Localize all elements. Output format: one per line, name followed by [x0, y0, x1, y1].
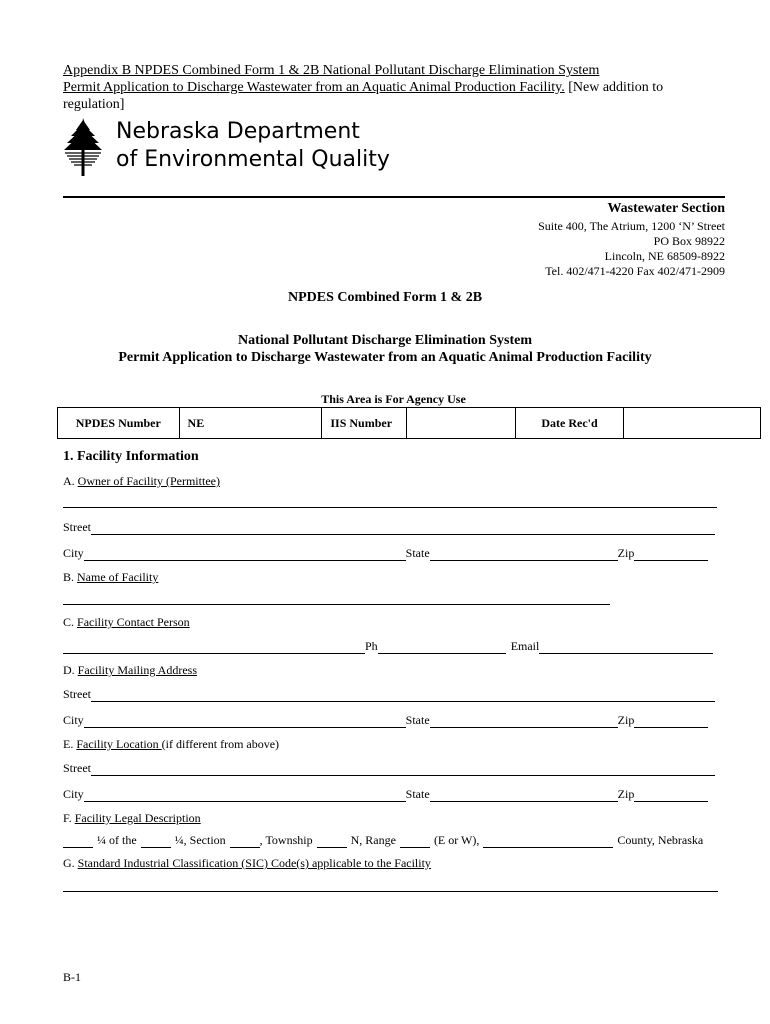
quarter-field[interactable]: [141, 835, 171, 848]
contact-person-field[interactable]: [63, 641, 365, 654]
owner-city-field[interactable]: [84, 548, 406, 561]
item-c-letter: C.: [63, 615, 75, 629]
header-line2-underlined: Permit Application to Discharge Wastewater from an Aquatic Animal Production Facility.: [63, 80, 565, 95]
form-subtitle2: Permit Application to Discharge Wastewater from an Aquatic Animal Production Facility: [118, 350, 652, 365]
range-field[interactable]: [400, 835, 430, 848]
location-city-field[interactable]: [84, 789, 406, 802]
header-line1: Appendix B NPDES Combined Form 1 & 2B National Pollutant Discharge Elimination System: [63, 63, 600, 78]
township-field[interactable]: [317, 835, 347, 848]
quarter-quarter-field[interactable]: [63, 835, 93, 848]
section-field[interactable]: [230, 835, 260, 848]
mailing-zip-label: Zip: [617, 713, 635, 727]
section1-heading: 1. Facility Information: [63, 449, 199, 464]
tree-icon: [62, 116, 104, 178]
facility-location-note: (if different from above): [161, 737, 280, 751]
facility-name-field[interactable]: [63, 604, 610, 605]
logo-line2: of Environmental Quality: [116, 147, 390, 172]
header-rule: [63, 196, 725, 198]
sic-code-label: Standard Industrial Classification (SIC) Code(s) applicable to the Facility: [77, 856, 431, 870]
mailing-city-field[interactable]: [84, 715, 406, 728]
iis-number-field[interactable]: [407, 408, 515, 439]
mailing-city-label: City: [63, 713, 84, 727]
date-received-field[interactable]: [624, 408, 761, 439]
item-f-letter: F.: [63, 811, 72, 825]
owner-name-field[interactable]: [63, 507, 717, 508]
mailing-state-field[interactable]: [430, 715, 618, 728]
township-label: , Township: [259, 833, 313, 847]
item-g-letter: G.: [63, 856, 75, 870]
header-line2: [63, 79, 743, 96]
item-b: [63, 570, 158, 585]
page-number: B-1: [63, 970, 81, 984]
appendix-header: [63, 62, 743, 113]
owner-state-field[interactable]: [430, 548, 618, 561]
contact-phone-field[interactable]: [378, 641, 506, 654]
header-line3: regulation]: [63, 97, 125, 112]
east-west-label: (E or W),: [433, 833, 480, 847]
address-city: Lincoln, NE 68509-8922: [604, 249, 725, 263]
facility-name-label: Name of Facility: [77, 570, 159, 584]
quarter-of-label: ¼ of the: [97, 833, 137, 847]
mailing-zip-field[interactable]: [634, 715, 708, 728]
item-b-letter: B.: [63, 570, 75, 584]
item-e: [63, 737, 279, 752]
item-f: [63, 811, 201, 826]
legal-description-label: Facility Legal Description: [74, 811, 201, 825]
mailing-street-row: [63, 687, 715, 702]
owner-state-label: State: [405, 546, 430, 560]
form-title: NPDES Combined Form 1 & 2B: [287, 290, 483, 305]
wastewater-section: Wastewater Section: [607, 201, 725, 216]
logo-line1: Nebraska Department: [116, 119, 360, 144]
owner-zip-label: Zip: [617, 546, 635, 560]
header-line2-rest: [New addition to: [564, 80, 664, 95]
contact-email-field[interactable]: [539, 641, 713, 654]
contact-row: [63, 639, 713, 654]
agency-caption: This Area is For Agency Use: [321, 392, 466, 406]
contact-phone-label: Ph: [365, 639, 378, 653]
owner-of-facility-label: Owner of Facility (Permittee): [77, 474, 220, 488]
mailing-city-row: [63, 713, 708, 728]
form-subtitle1: National Pollutant Discharge Elimination System: [237, 333, 532, 348]
location-state-label: State: [405, 787, 430, 801]
npdes-number-label: NPDES Number: [58, 408, 180, 439]
location-street-field[interactable]: [91, 763, 715, 776]
facility-location-label: Facility Location: [76, 737, 162, 751]
owner-zip-field[interactable]: [634, 548, 708, 561]
address-po: PO Box 98922: [653, 234, 725, 248]
facility-contact-label: Facility Contact Person: [77, 615, 190, 629]
date-received-label: Date Rec'd: [515, 408, 623, 439]
owner-street-label: Street: [63, 520, 91, 534]
item-a-letter: A.: [63, 474, 75, 488]
location-zip-label: Zip: [617, 787, 635, 801]
location-city-label: City: [63, 787, 84, 801]
npdes-number-field[interactable]: NE: [179, 408, 322, 439]
owner-street-row: [63, 520, 715, 535]
location-state-field[interactable]: [430, 789, 618, 802]
county-label: County, Nebraska: [617, 833, 704, 847]
county-field[interactable]: [483, 835, 613, 848]
owner-street-field[interactable]: [91, 522, 715, 535]
location-zip-field[interactable]: [634, 789, 708, 802]
agency-use-table: [57, 407, 761, 439]
item-e-letter: E.: [63, 737, 74, 751]
address-block: [538, 200, 725, 279]
range-label: N, Range: [350, 833, 396, 847]
item-a: [63, 474, 220, 489]
mailing-address-label: Facility Mailing Address: [77, 663, 197, 677]
ndeq-logo: [62, 116, 422, 180]
item-c: [63, 615, 190, 630]
location-city-row: [63, 787, 708, 802]
item-g: [63, 856, 431, 871]
item-d: [63, 663, 197, 678]
address-phone: Tel. 402/471-4220 Fax 402/471-2909: [545, 264, 725, 278]
owner-city-row: [63, 546, 708, 561]
owner-city-label: City: [63, 546, 84, 560]
contact-email-label: Email: [510, 639, 540, 653]
legal-description-row: [63, 833, 703, 848]
mailing-street-field[interactable]: [91, 689, 715, 702]
mailing-state-label: State: [405, 713, 430, 727]
item-d-letter: D.: [63, 663, 75, 677]
mailing-street-label: Street: [63, 687, 91, 701]
location-street-row: [63, 761, 715, 776]
address-street: Suite 400, The Atrium, 1200 ‘N’ Street: [538, 219, 725, 233]
section-label: ¼, Section: [174, 833, 226, 847]
location-street-label: Street: [63, 761, 91, 775]
iis-number-label: IIS Number: [322, 408, 407, 439]
sic-code-field[interactable]: [63, 891, 718, 892]
